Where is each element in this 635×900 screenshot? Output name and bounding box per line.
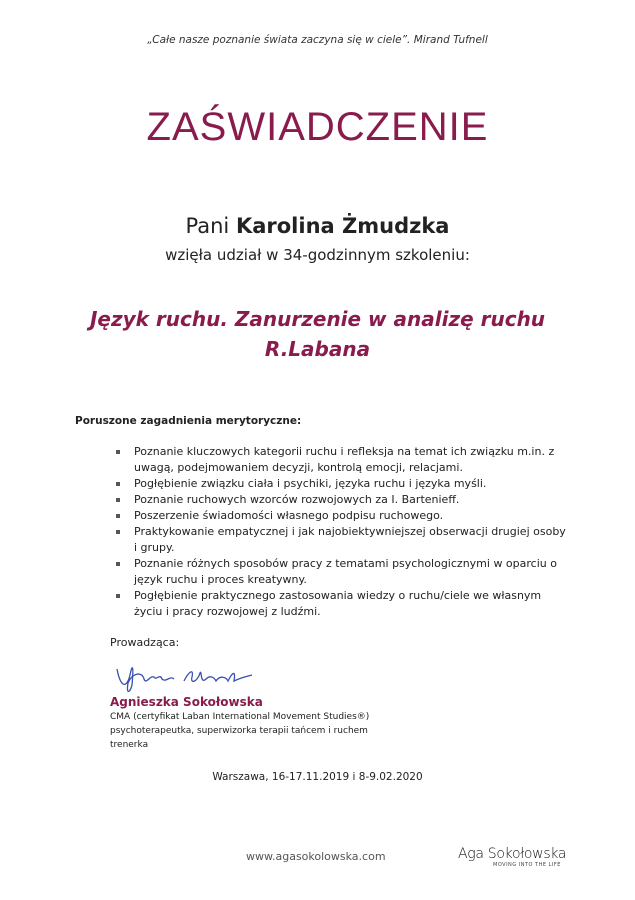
- list-item: Poszerzenie świadomości własnego podpisu ruchowego.: [112, 508, 572, 524]
- list-item: Poznanie różnych sposobów pracy z tematami psychologicznymi w oparciu o język ruchu i proces kreatywny.: [112, 556, 572, 588]
- brand-logo: [458, 846, 566, 868]
- lead-credential: CMA (certyfikat Laban International Movement Studies®): [110, 712, 370, 722]
- list-item: Poznanie kluczowych kategorii ruchu i refleksja na temat ich związku m.in. z uwagą, podejmowaniem decyzji, kontrolą emocji, relacjami.: [112, 444, 572, 476]
- logo-name: Aga Sokołowska: [458, 846, 567, 862]
- course-title: [0, 304, 635, 364]
- signature: [112, 655, 262, 695]
- topics-heading: Poruszone zagadnienia merytoryczne:: [75, 415, 302, 427]
- lead-heading: Prowadząca:: [110, 636, 180, 649]
- date-place: Warszawa, 16-17.11.2019 i 8-9.02.2020: [212, 771, 423, 783]
- list-item: Pogłębienie związku ciała i psychiki, języka ruchu i języka myśli.: [112, 476, 572, 492]
- logo-tagline: MOVING INTO THE LIFE: [493, 862, 561, 868]
- lead-credential: trenerka: [110, 740, 149, 750]
- website-link[interactable]: www.agasokolowska.com: [246, 850, 386, 863]
- recipient-name: Karolina Żmudzka: [235, 214, 450, 238]
- course-title-line2: R.Labana: [264, 337, 371, 361]
- lead-name: Agnieszka Sokołowska: [110, 695, 263, 709]
- recipient-prefix: Pani: [185, 214, 230, 238]
- recipient: [0, 214, 635, 238]
- quote: „Całe nasze poznanie świata zaczyna się w ciele”. Mirand Tufnell: [147, 34, 488, 46]
- certificate-title: ZAŚWIADCZENIE: [146, 105, 489, 149]
- topics-list: [112, 444, 572, 620]
- lead-credential: psychoterapeutka, superwizorka terapii tańcem i ruchem: [110, 726, 368, 736]
- course-title-line1: Język ruchu. Zanurzenie w analizę ruchu: [89, 307, 546, 331]
- subtitle: wzięła udział w 34-godzinnym szkoleniu:: [165, 246, 470, 264]
- list-item: Pogłębienie praktycznego zastosowania wiedzy o ruchu/ciele we własnym życiu i pracy rozwojowej z ludźmi.: [112, 588, 572, 620]
- list-item: Poznanie ruchowych wzorców rozwojowych za I. Bartenieff.: [112, 492, 572, 508]
- list-item: Praktykowanie empatycznej i jak najobiektywniejszej obserwacji drugiej osoby i grupy.: [112, 524, 572, 556]
